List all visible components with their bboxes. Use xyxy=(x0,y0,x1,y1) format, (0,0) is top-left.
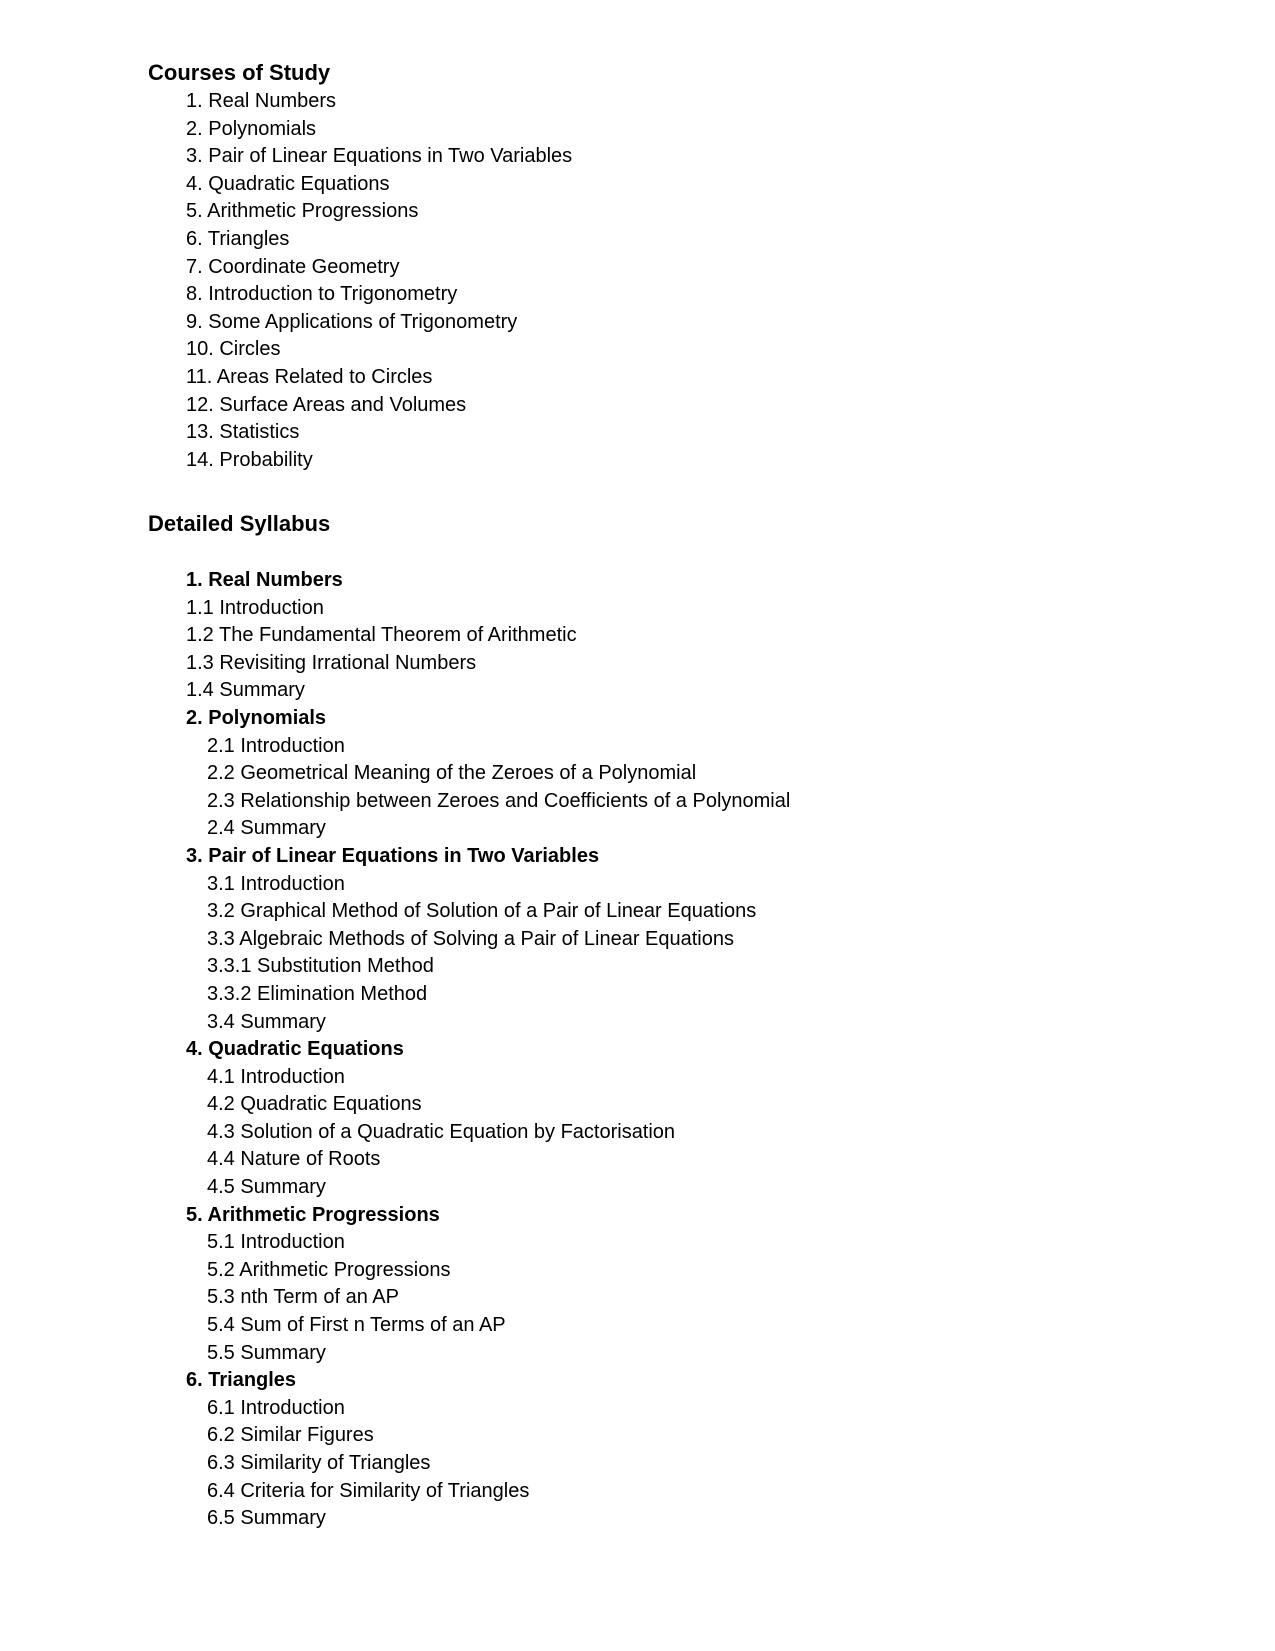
topic-item: 1.1 Introduction xyxy=(186,596,324,619)
topic-item: 1.4 Summary xyxy=(186,679,305,702)
topic-item: 5.1 Introduction xyxy=(207,1231,345,1254)
topic-item: 4.5 Summary xyxy=(207,1176,326,1199)
topic-list xyxy=(186,1064,790,1202)
chapter-title: 4. Quadratic Equations xyxy=(186,1038,404,1061)
topic-item: 2.4 Summary xyxy=(207,817,326,840)
chapter-title: 5. Arithmetic Progressions xyxy=(186,1203,440,1226)
topic-item: 4.2 Quadratic Equations xyxy=(207,1093,422,1116)
topic-item: 4.1 Introduction xyxy=(207,1065,345,1088)
topic-item: 2.3 Relationship between Zeroes and Coefficients of a Polynomial xyxy=(207,789,791,812)
course-item: 4. Quadratic Equations xyxy=(186,172,390,195)
chapter-title: 6. Triangles xyxy=(186,1369,297,1392)
topic-item: 3.3.2 Elimination Method xyxy=(207,982,428,1005)
course-item: 5. Arithmetic Progressions xyxy=(186,200,419,223)
detailed-syllabus-heading: Detailed Syllabus xyxy=(148,511,331,536)
topic-item: 6.3 Similarity of Triangles xyxy=(207,1452,431,1474)
topic-item: 1.2 The Fundamental Theorem of Arithmetic xyxy=(186,624,577,647)
course-list xyxy=(186,88,572,474)
topic-item: 6.2 Similar Figures xyxy=(207,1424,374,1447)
chapter-title: 1. Real Numbers xyxy=(186,569,343,591)
topic-item: 3.4 Summary xyxy=(207,1010,326,1033)
topic-list xyxy=(186,1229,790,1367)
topic-item: 3.3 Algebraic Methods of Solving a Pair of Linear Equations xyxy=(207,927,734,950)
course-item: 7. Coordinate Geometry xyxy=(186,255,400,278)
topic-list xyxy=(186,871,790,1037)
topic-item: 1.3 Revisiting Irrational Numbers xyxy=(186,651,477,674)
course-item: 1. Real Numbers xyxy=(186,90,337,112)
topic-item: 6.1 Introduction xyxy=(207,1396,345,1419)
topic-item: 3.3.1 Substitution Method xyxy=(207,955,434,978)
topic-item: 5.5 Summary xyxy=(207,1341,326,1364)
topic-item: 3.2 Graphical Method of Solution of a Pair of Linear Equations xyxy=(207,900,757,923)
topic-item: 5.4 Sum of First n Terms of an AP xyxy=(207,1314,506,1337)
courses-of-study-heading: Courses of Study xyxy=(148,60,331,85)
course-item: 10. Circles xyxy=(186,338,281,361)
chapter-title: 3. Pair of Linear Equations in Two Variables xyxy=(186,844,600,867)
course-item: 9. Some Applications of Trigonometry xyxy=(186,310,518,333)
topic-item: 6.4 Criteria for Similarity of Triangles xyxy=(207,1479,530,1502)
topic-item: 2.2 Geometrical Meaning of the Zeroes of a Polynomial xyxy=(207,762,697,785)
chapter-triangles xyxy=(186,1367,790,1533)
course-item: 11. Areas Related to Circles xyxy=(186,365,433,388)
chapter-linear-equations xyxy=(186,843,790,1036)
chapter-quadratic-equations xyxy=(186,1036,790,1202)
course-item: 6. Triangles xyxy=(186,227,290,250)
topic-list xyxy=(186,595,790,705)
topic-item: 5.3 nth Term of an AP xyxy=(207,1286,399,1309)
detailed-syllabus xyxy=(186,567,790,1533)
course-item: 2. Polynomials xyxy=(186,117,317,140)
chapter-arithmetic-progressions xyxy=(186,1202,790,1368)
course-item: 3. Pair of Linear Equations in Two Variables xyxy=(186,145,573,168)
topic-list xyxy=(186,1395,790,1533)
topic-item: 2.1 Introduction xyxy=(207,734,345,757)
course-item: 8. Introduction to Trigonometry xyxy=(186,283,458,306)
topic-item: 4.4 Nature of Roots xyxy=(207,1148,381,1171)
topic-list xyxy=(186,733,790,843)
chapter-title: 2. Polynomials xyxy=(186,706,327,729)
chapter-polynomials xyxy=(186,705,790,843)
topic-item: 6.5 Summary xyxy=(207,1507,326,1530)
topic-item: 4.3 Solution of a Quadratic Equation by Factorisation xyxy=(207,1120,676,1143)
course-item: 12. Surface Areas and Volumes xyxy=(186,393,467,416)
course-item: 13. Statistics xyxy=(186,421,300,444)
topic-item: 5.2 Arithmetic Progressions xyxy=(207,1258,451,1281)
topic-item: 3.1 Introduction xyxy=(207,872,345,895)
course-item: 14. Probability xyxy=(186,448,313,471)
chapter-real-numbers xyxy=(186,567,790,705)
